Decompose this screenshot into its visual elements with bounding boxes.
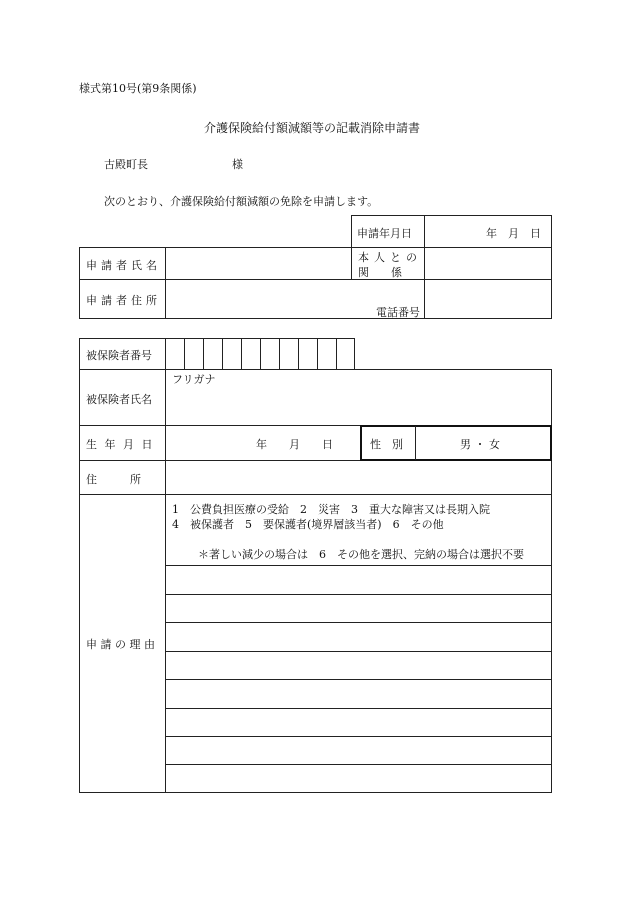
insured-name-field[interactable] xyxy=(166,386,551,424)
application-date-field[interactable]: 年 月 日 xyxy=(486,227,541,240)
application-date-label: 申請年月日 xyxy=(357,227,412,240)
insured-address-field[interactable] xyxy=(166,461,551,494)
applicant-address-label: 申請者住所 xyxy=(86,294,161,307)
insured-name-label: 被保険者氏名 xyxy=(86,393,152,406)
reason-options-line-2[interactable]: 4 被保護者 5 要保護者(境界層該当者) 6 その他 xyxy=(172,518,444,531)
relation-label-bottom: 関 係 xyxy=(358,266,402,279)
insured-address-label: 住 所 xyxy=(86,473,141,486)
furigana-label: フリガナ xyxy=(172,373,216,386)
honorific: 様 xyxy=(232,158,243,171)
phone-label: 電話番号 xyxy=(376,306,420,319)
addressee: 古殿町長 xyxy=(104,158,148,171)
applicant-name-label: 申請者氏名 xyxy=(86,259,161,272)
applicant-name-field[interactable] xyxy=(166,248,351,279)
gender-options[interactable]: 男 ・ 女 xyxy=(460,438,500,451)
birth-date-field[interactable]: 年 月 日 xyxy=(256,438,333,451)
birth-date-label: 生 年 月 日 xyxy=(86,438,155,451)
reason-note: ＊著しい減少の場合は 6 その他を選択、完納の場合は選択不要 xyxy=(198,548,524,561)
page-title: 介護保険給付額減額等の記載消除申請書 xyxy=(204,121,421,135)
form-number: 様式第10号(第9条関係) xyxy=(79,82,197,95)
reason-options-line-1[interactable]: 1 公費負担医療の受給 2 災害 3 重大な障害又は長期入院 xyxy=(172,503,490,516)
reason-label: 申 請 の 理 由 xyxy=(86,638,155,651)
insured-number-label: 被保険者番号 xyxy=(86,349,152,362)
intro-text: 次のとおり、介護保険給付額減額の免除を申請します。 xyxy=(104,195,379,208)
applicant-address-field[interactable] xyxy=(166,280,551,318)
relation-field[interactable] xyxy=(425,248,551,279)
gender-label: 性 別 xyxy=(370,438,403,451)
relation-label-top: 本人との xyxy=(358,251,422,264)
